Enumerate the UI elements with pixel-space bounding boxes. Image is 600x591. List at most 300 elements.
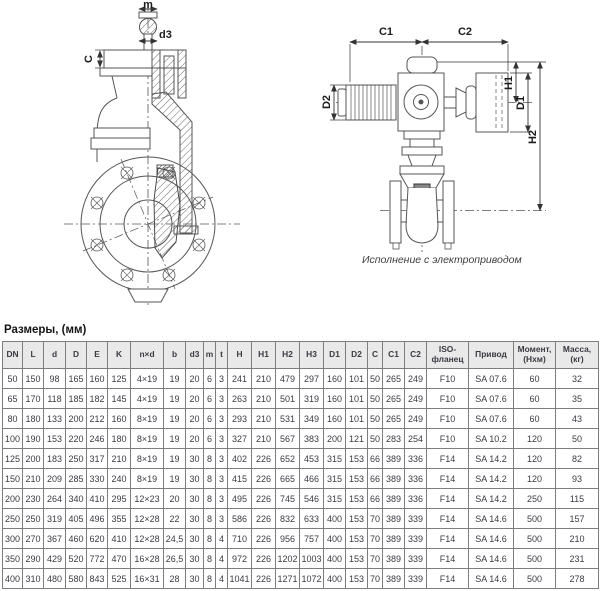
column-header: ISO-фланец [427, 342, 469, 369]
table-cell: F14 [427, 549, 469, 569]
table-cell: 402 [228, 449, 252, 469]
table-cell: 220 [66, 429, 87, 449]
table-cell: 153 [346, 529, 368, 549]
table-cell: 20 [186, 429, 204, 449]
table-cell: 12×23 [131, 489, 164, 509]
table-cell: 263 [228, 389, 252, 409]
table-cell: SA 07.6 [469, 409, 514, 429]
table-cell: 567 [276, 429, 300, 449]
table-cell: 80 [3, 409, 23, 429]
table-cell: 389 [383, 489, 405, 509]
table-cell: 50 [556, 429, 599, 449]
table-cell: F14 [427, 469, 469, 489]
table-cell: 315 [324, 469, 346, 489]
table-cell: 285 [66, 469, 87, 489]
table-cell: 200 [66, 409, 87, 429]
column-header: D1 [324, 342, 346, 369]
table-cell: SA 07.6 [469, 369, 514, 389]
table-cell: 246 [87, 429, 108, 449]
table-cell: 290 [23, 549, 44, 569]
table-cell: 226 [252, 529, 276, 549]
table-cell: 19 [164, 469, 186, 489]
table-cell: 293 [228, 409, 252, 429]
table-cell: 389 [383, 569, 405, 589]
table-cell: 20 [186, 409, 204, 429]
column-header: b [164, 342, 186, 369]
table-cell: 70 [368, 529, 383, 549]
table-cell: 212 [87, 409, 108, 429]
table-cell: SA 07.6 [469, 389, 514, 409]
table-cell: 3 [216, 429, 228, 449]
table-cell: 98 [44, 369, 66, 389]
table-cell: 3 [216, 409, 228, 429]
column-header: C1 [383, 342, 405, 369]
table-cell: 19 [164, 389, 186, 409]
table-cell: 101 [346, 369, 368, 389]
table-cell: F14 [427, 529, 469, 549]
table-cell: 250 [23, 509, 44, 529]
table-cell: F10 [427, 369, 469, 389]
table-cell: 26,5 [164, 549, 186, 569]
table-cell: 160 [108, 409, 131, 429]
table-cell: 153 [346, 489, 368, 509]
table-cell: 772 [87, 549, 108, 569]
table-cell: 389 [383, 449, 405, 469]
table-cell: 50 [368, 369, 383, 389]
table-cell: 495 [228, 489, 252, 509]
table-cell: 160 [324, 369, 346, 389]
table-cell: 843 [87, 569, 108, 589]
table-cell: 250 [514, 489, 556, 509]
table-cell: 410 [108, 529, 131, 549]
table-cell: 70 [368, 509, 383, 529]
column-header: d3 [186, 342, 204, 369]
column-header: E [87, 342, 108, 369]
table-cell: 525 [108, 569, 131, 589]
table-cell: 479 [276, 369, 300, 389]
table-cell: 153 [346, 469, 368, 489]
dim-label-H2: H2 [527, 129, 539, 145]
table-cell: 278 [556, 569, 599, 589]
table-cell: 133 [44, 409, 66, 429]
table-cell: 500 [514, 529, 556, 549]
table-cell: 4 [216, 529, 228, 549]
table-cell: 383 [300, 429, 324, 449]
table-cell: F14 [427, 569, 469, 589]
table-cell: 125 [108, 369, 131, 389]
dimensions-table [2, 341, 599, 589]
table-cell: 115 [556, 489, 599, 509]
column-header: t [216, 342, 228, 369]
table-cell: 340 [66, 489, 87, 509]
table-cell: 1041 [228, 569, 252, 589]
table-cell: 339 [405, 549, 427, 569]
table-cell: 30 [186, 489, 204, 509]
table-cell: 32 [556, 369, 599, 389]
table-row [3, 429, 599, 449]
table-cell: F14 [427, 449, 469, 469]
table-cell: 8×19 [131, 449, 164, 469]
column-header: H3 [300, 342, 324, 369]
table-cell: 315 [324, 489, 346, 509]
table-cell: 633 [300, 509, 324, 529]
table-cell: 200 [3, 489, 23, 509]
table-cell: 160 [324, 389, 346, 409]
table-cell: 120 [514, 449, 556, 469]
table-cell: 3 [216, 509, 228, 529]
column-header: D [66, 342, 87, 369]
table-cell: 480 [44, 569, 66, 589]
table-cell: 65 [3, 389, 23, 409]
table-cell: 317 [87, 449, 108, 469]
dim-label-H1: H1 [503, 75, 515, 91]
table-cell: 460 [66, 529, 87, 549]
column-header: D2 [346, 342, 368, 369]
table-row [3, 369, 599, 389]
column-header: H2 [276, 342, 300, 369]
table-cell: 157 [556, 509, 599, 529]
table-cell: 8 [204, 569, 216, 589]
column-header: C2 [405, 342, 427, 369]
table-cell: 30 [186, 469, 204, 489]
table-cell: 101 [346, 389, 368, 409]
table-cell: 1271 [276, 569, 300, 589]
table-row [3, 469, 599, 489]
table-cell: 19 [164, 429, 186, 449]
dim-label-C: C [83, 55, 95, 63]
table-cell: 297 [300, 369, 324, 389]
table-cell: 400 [324, 569, 346, 589]
table-cell: 350 [3, 549, 23, 569]
table-row [3, 409, 599, 429]
table-cell: 35 [556, 389, 599, 409]
table-cell: 4 [216, 569, 228, 589]
table-cell: 8×19 [131, 409, 164, 429]
table-cell: 580 [66, 569, 87, 589]
table-cell: 210 [252, 409, 276, 429]
table-cell: F14 [427, 509, 469, 529]
dim-label-D2: D2 [321, 94, 333, 110]
table-title: Размеры, (мм) [4, 324, 87, 336]
table-cell: 956 [276, 529, 300, 549]
table-cell: 24,5 [164, 529, 186, 549]
table-cell: 60 [514, 409, 556, 429]
table-cell: 336 [405, 469, 427, 489]
table-cell: 19 [164, 409, 186, 429]
column-header: Масса, (кг) [556, 342, 599, 369]
table-cell: 652 [276, 449, 300, 469]
table-cell: 265 [383, 389, 405, 409]
table-cell: 30 [186, 569, 204, 589]
table-cell: 101 [346, 409, 368, 429]
table-cell: 30 [186, 449, 204, 469]
table-cell: 231 [556, 549, 599, 569]
table-cell: 520 [66, 549, 87, 569]
table-cell: 400 [324, 509, 346, 529]
table-body [3, 369, 599, 589]
table-cell: 226 [252, 549, 276, 569]
table-cell: 66 [368, 469, 383, 489]
table-cell: 283 [383, 429, 405, 449]
table-cell: F14 [427, 489, 469, 509]
table-cell: 153 [346, 569, 368, 589]
table-cell: 60 [514, 389, 556, 409]
table-cell: 210 [556, 529, 599, 549]
dim-label-m: m [143, 0, 153, 11]
table-cell: 6 [204, 369, 216, 389]
table-cell: 265 [383, 369, 405, 389]
electric-actuator-drawing [330, 42, 546, 252]
table-cell: 153 [346, 449, 368, 469]
table-row [3, 529, 599, 549]
table-cell: 339 [405, 509, 427, 529]
table-cell: 710 [228, 529, 252, 549]
table-cell: 125 [3, 449, 23, 469]
table-cell: 100 [3, 429, 23, 449]
table-cell: 249 [405, 389, 427, 409]
table-cell: 389 [383, 529, 405, 549]
table-cell: 20 [186, 369, 204, 389]
table-cell: 226 [252, 469, 276, 489]
table-cell: 153 [346, 509, 368, 529]
table-cell: 8 [204, 509, 216, 529]
column-header: d [44, 342, 66, 369]
table-cell: 300 [3, 529, 23, 549]
column-header: DN [3, 342, 23, 369]
table-cell: 250 [66, 449, 87, 469]
table-cell: 210 [252, 389, 276, 409]
table-cell: 832 [276, 509, 300, 529]
table-cell: SA 10.2 [469, 429, 514, 449]
table-cell: 50 [3, 369, 23, 389]
column-header: m [204, 342, 216, 369]
table-cell: 1003 [300, 549, 324, 569]
column-header: n×d [131, 342, 164, 369]
table-cell: 66 [368, 449, 383, 469]
table-cell: 453 [300, 449, 324, 469]
table-cell: SA 14.6 [469, 509, 514, 529]
table-cell: 339 [405, 569, 427, 589]
table-cell: 470 [108, 549, 131, 569]
table-cell: 665 [276, 469, 300, 489]
column-header: Привод [469, 342, 514, 369]
table-cell: 16×31 [131, 569, 164, 589]
table-cell: 153 [44, 429, 66, 449]
table-cell: 8×19 [131, 429, 164, 449]
table-cell: 30 [186, 509, 204, 529]
table-cell: 500 [514, 549, 556, 569]
table-cell: 182 [87, 389, 108, 409]
table-cell: 531 [276, 409, 300, 429]
table-cell: 1202 [276, 549, 300, 569]
table-cell: F10 [427, 389, 469, 409]
table-cell: 19 [164, 449, 186, 469]
table-cell: 50 [368, 389, 383, 409]
table-cell: 200 [23, 449, 44, 469]
column-header: Момент, (Нхм) [514, 342, 556, 369]
table-cell: 4×19 [131, 369, 164, 389]
drawing-caption: Исполнение с электроприводом [362, 254, 522, 266]
table-cell: 180 [108, 429, 131, 449]
table-cell: 8 [204, 489, 216, 509]
table-cell: 200 [324, 429, 346, 449]
table-cell: 226 [252, 509, 276, 529]
table-cell: 429 [44, 549, 66, 569]
table-cell: 496 [87, 509, 108, 529]
table-cell: 160 [324, 409, 346, 429]
table-cell: 60 [514, 369, 556, 389]
table-cell: 336 [405, 449, 427, 469]
table-cell: 20 [186, 389, 204, 409]
table-cell: 210 [252, 429, 276, 449]
table-cell: 82 [556, 449, 599, 469]
table-row [3, 569, 599, 589]
table-cell: 500 [514, 509, 556, 529]
table-cell: 410 [87, 489, 108, 509]
table-cell: 330 [87, 469, 108, 489]
table-head [3, 342, 599, 369]
table-cell: 70 [368, 549, 383, 569]
table-cell: 8 [204, 549, 216, 569]
table-cell: 120 [514, 429, 556, 449]
table-cell: 226 [252, 569, 276, 589]
table-cell: 501 [276, 389, 300, 409]
table-cell: 70 [368, 569, 383, 589]
table-cell: 160 [87, 369, 108, 389]
table-row [3, 389, 599, 409]
table-cell: SA 14.2 [469, 489, 514, 509]
table-cell: 12×28 [131, 529, 164, 549]
table-cell: 265 [383, 409, 405, 429]
table-cell: 466 [300, 469, 324, 489]
table-cell: F10 [427, 429, 469, 449]
table-cell: 327 [228, 429, 252, 449]
column-header: H1 [252, 342, 276, 369]
table-cell: 546 [300, 489, 324, 509]
table-cell: 349 [300, 409, 324, 429]
table-cell: 241 [228, 369, 252, 389]
table-cell: 389 [383, 469, 405, 489]
table-cell: 50 [368, 429, 383, 449]
table-cell: 8 [204, 449, 216, 469]
table-cell: 500 [514, 569, 556, 589]
column-header: K [108, 342, 131, 369]
table-cell: 93 [556, 469, 599, 489]
table-cell: 367 [44, 529, 66, 549]
table-cell: F10 [427, 409, 469, 429]
table-cell: 185 [66, 389, 87, 409]
table-cell: 4 [216, 549, 228, 569]
table-cell: 12×28 [131, 509, 164, 529]
table-cell: 150 [3, 469, 23, 489]
table-cell: 254 [405, 429, 427, 449]
table-cell: 336 [405, 489, 427, 509]
table-cell: 150 [23, 369, 44, 389]
table-cell: 6 [204, 409, 216, 429]
table-row [3, 549, 599, 569]
table-cell: 8 [204, 529, 216, 549]
table-cell: 50 [368, 409, 383, 429]
table-cell: 389 [383, 549, 405, 569]
column-header: L [23, 342, 44, 369]
table-cell: 210 [108, 449, 131, 469]
table-cell: 319 [300, 389, 324, 409]
dim-label-C1: C1 [378, 26, 394, 38]
table-cell: 6 [204, 429, 216, 449]
table-cell: 586 [228, 509, 252, 529]
table-cell: 319 [44, 509, 66, 529]
table-row [3, 509, 599, 529]
table-cell: SA 14.6 [469, 529, 514, 549]
table-cell: 972 [228, 549, 252, 569]
table-row [3, 449, 599, 469]
table-cell: 230 [23, 489, 44, 509]
table-cell: 170 [23, 389, 44, 409]
table-cell: 250 [3, 509, 23, 529]
column-header: H [228, 342, 252, 369]
table-cell: 270 [23, 529, 44, 549]
table-cell: 4×19 [131, 389, 164, 409]
table-cell: 6 [204, 389, 216, 409]
table-cell: 66 [368, 489, 383, 509]
table-cell: 3 [216, 489, 228, 509]
table-cell: 339 [405, 529, 427, 549]
table-cell: 210 [252, 369, 276, 389]
table-cell: 400 [324, 549, 346, 569]
table-cell: 30 [186, 549, 204, 569]
table-cell: 120 [514, 469, 556, 489]
table-cell: 757 [300, 529, 324, 549]
table-cell: 30 [186, 529, 204, 549]
table-cell: 226 [252, 489, 276, 509]
table-cell: 16×28 [131, 549, 164, 569]
table-cell: 226 [252, 449, 276, 469]
table-cell: 1072 [300, 569, 324, 589]
table-cell: SA 14.6 [469, 569, 514, 589]
table-cell: 295 [108, 489, 131, 509]
table-cell: 355 [108, 509, 131, 529]
table-cell: 8×19 [131, 469, 164, 489]
table-cell: 400 [324, 529, 346, 549]
table-cell: 19 [164, 369, 186, 389]
table-cell: SA 14.2 [469, 469, 514, 489]
table-cell: 620 [87, 529, 108, 549]
table-cell: 8 [204, 469, 216, 489]
table-cell: 28 [164, 569, 186, 589]
table-cell: 209 [44, 469, 66, 489]
dim-label-D1: D1 [515, 95, 527, 111]
table-cell: 20 [164, 489, 186, 509]
table-cell: 3 [216, 369, 228, 389]
table-cell: 389 [383, 509, 405, 529]
table-cell: 180 [23, 409, 44, 429]
table-cell: 745 [276, 489, 300, 509]
table-row [3, 489, 599, 509]
table-cell: 249 [405, 409, 427, 429]
table-cell: 240 [108, 469, 131, 489]
table-cell: 3 [216, 389, 228, 409]
table-cell: 3 [216, 449, 228, 469]
column-header: C [368, 342, 383, 369]
dim-label-d3: d3 [159, 29, 172, 41]
table-cell: 400 [3, 569, 23, 589]
table-cell: SA 14.2 [469, 449, 514, 469]
table-cell: SA 14.6 [469, 549, 514, 569]
table-cell: 264 [44, 489, 66, 509]
table-cell: 249 [405, 369, 427, 389]
table-cell: 165 [66, 369, 87, 389]
table-cell: 190 [23, 429, 44, 449]
